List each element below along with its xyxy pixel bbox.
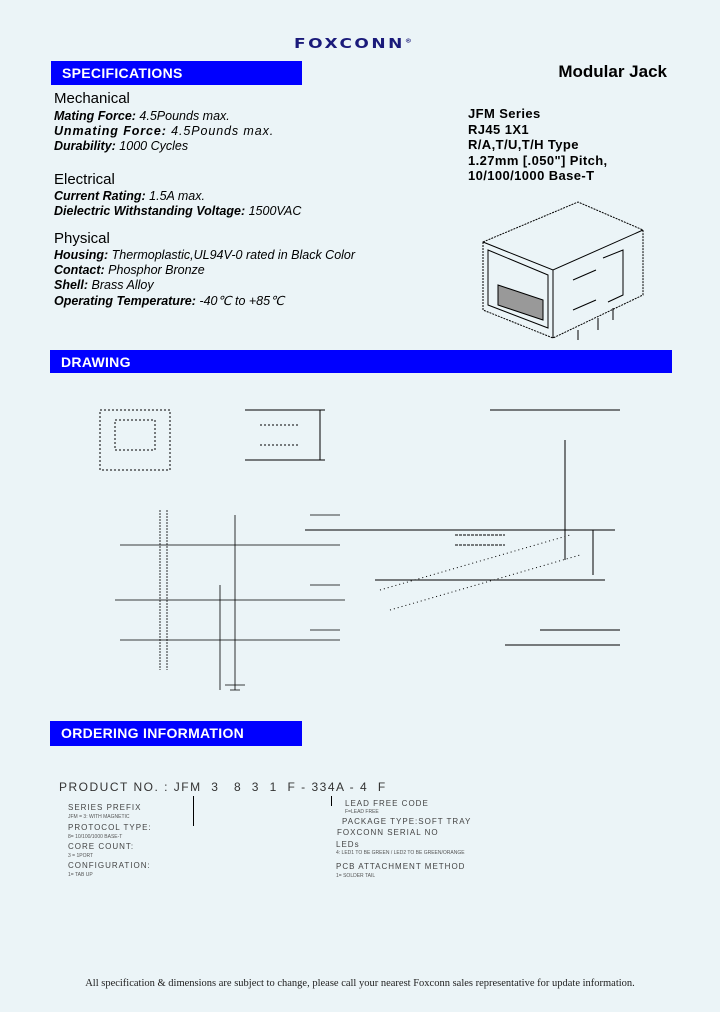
- order-label: CONFIGURATION:: [68, 861, 151, 870]
- ordering-header: ORDERING INFORMATION: [50, 721, 302, 746]
- foxconn-logo: [294, 36, 412, 52]
- physical-heading: Physical: [54, 230, 110, 247]
- spec-value: 4.5Pounds max.: [135, 109, 230, 123]
- spec-dielectric: [54, 204, 301, 218]
- spec-label: Shell:: [54, 278, 89, 292]
- summary-line: 1.27mm [.050"] Pitch,: [468, 152, 608, 168]
- order-sub: 4: LED1 TO BE GREEN / LED2 TO BE GREEN/ORANGE: [336, 850, 465, 856]
- footer-disclaimer: All specification & dimensions are subject to change, please call your nearest Foxconn sales representative for update information.: [85, 978, 635, 989]
- technical-drawing: [60, 385, 680, 710]
- spec-value: 1500VAC: [245, 204, 302, 218]
- summary-line: 10/100/1000 Base-T: [468, 168, 595, 183]
- spec-label: Contact:: [54, 263, 105, 277]
- spec-value: 4.5Pounds max.: [166, 124, 275, 138]
- spec-value: 1000 Cycles: [115, 139, 189, 153]
- pcb-layout: [305, 410, 620, 645]
- order-sub: 3 = 1PORT: [68, 853, 94, 859]
- specifications-header: SPECIFICATIONS: [51, 61, 302, 85]
- spec-label: Dielectric Withstanding Voltage:: [54, 204, 246, 218]
- spec-current-rating: [54, 189, 205, 203]
- schematic: [115, 510, 345, 690]
- spec-value: -40℃ to +85℃: [195, 294, 285, 308]
- spec-label: Operating Temperature:: [54, 294, 196, 308]
- spec-label: Durability:: [54, 139, 116, 153]
- order-label: CORE COUNT:: [68, 842, 135, 851]
- spec-mating-force: [54, 109, 230, 123]
- modular-jack-illustration: [478, 190, 648, 345]
- summary-line: JFM Series: [468, 106, 541, 121]
- mechanical-heading: Mechanical: [54, 90, 130, 107]
- product-summary: [468, 106, 608, 184]
- spec-unmating-force: [54, 124, 274, 138]
- order-sub: F=LEAD FREE: [345, 809, 379, 815]
- order-sub: 1= TAB UP: [68, 872, 93, 878]
- logo-text: FOXCONN: [294, 36, 405, 52]
- spec-label: Current Rating:: [54, 189, 146, 203]
- spec-label: Unmating Force:: [54, 124, 167, 138]
- order-label: PROTOCOL TYPE:: [68, 823, 152, 832]
- spec-contact: [54, 263, 205, 277]
- order-sub: 8= 10/100/1000 BASE-T: [68, 834, 123, 840]
- spec-housing: [54, 248, 355, 262]
- spec-durability: [54, 139, 188, 153]
- order-sub: JFM = 3: WITH MAGNETIC: [68, 814, 130, 820]
- registered-mark: ®: [404, 37, 412, 45]
- pointer-line: [193, 796, 194, 826]
- product-number: PRODUCT NO. : JFM 3 8 3 1 F - 334A - 4 F: [59, 780, 387, 794]
- spec-operating-temp: [54, 293, 284, 308]
- summary-line: RJ45 1X1: [468, 121, 530, 137]
- spec-value: Thermoplastic,UL94V-0 rated in Black Color: [108, 248, 356, 262]
- summary-line: R/A,T/U,T/H Type: [468, 137, 579, 152]
- order-sub: 1= SOLDER TAIL: [336, 873, 376, 879]
- spec-value: 1.5A max.: [145, 189, 205, 203]
- product-title: Modular Jack: [558, 62, 667, 81]
- order-label: FOXCONN SERIAL NO: [337, 828, 439, 837]
- spec-value: Brass Alloy: [88, 278, 154, 292]
- drawing-header: DRAWING: [50, 350, 672, 373]
- order-label: LEDs: [336, 840, 360, 849]
- spec-label: Mating Force:: [54, 109, 136, 123]
- order-label: PCB ATTACHMENT METHOD: [336, 862, 466, 871]
- electrical-heading: Electrical: [54, 171, 115, 188]
- order-label: PACKAGE TYPE:SOFT TRAY: [342, 817, 472, 826]
- side-view: [245, 410, 325, 460]
- spec-shell: [54, 278, 154, 292]
- order-label: LEAD FREE CODE: [345, 799, 429, 808]
- order-label: SERIES PREFIX: [68, 803, 142, 812]
- spec-label: Housing:: [54, 248, 109, 262]
- spec-value: Phosphor Bronze: [104, 263, 205, 277]
- pointer-line: [331, 796, 332, 806]
- front-view: [100, 410, 170, 470]
